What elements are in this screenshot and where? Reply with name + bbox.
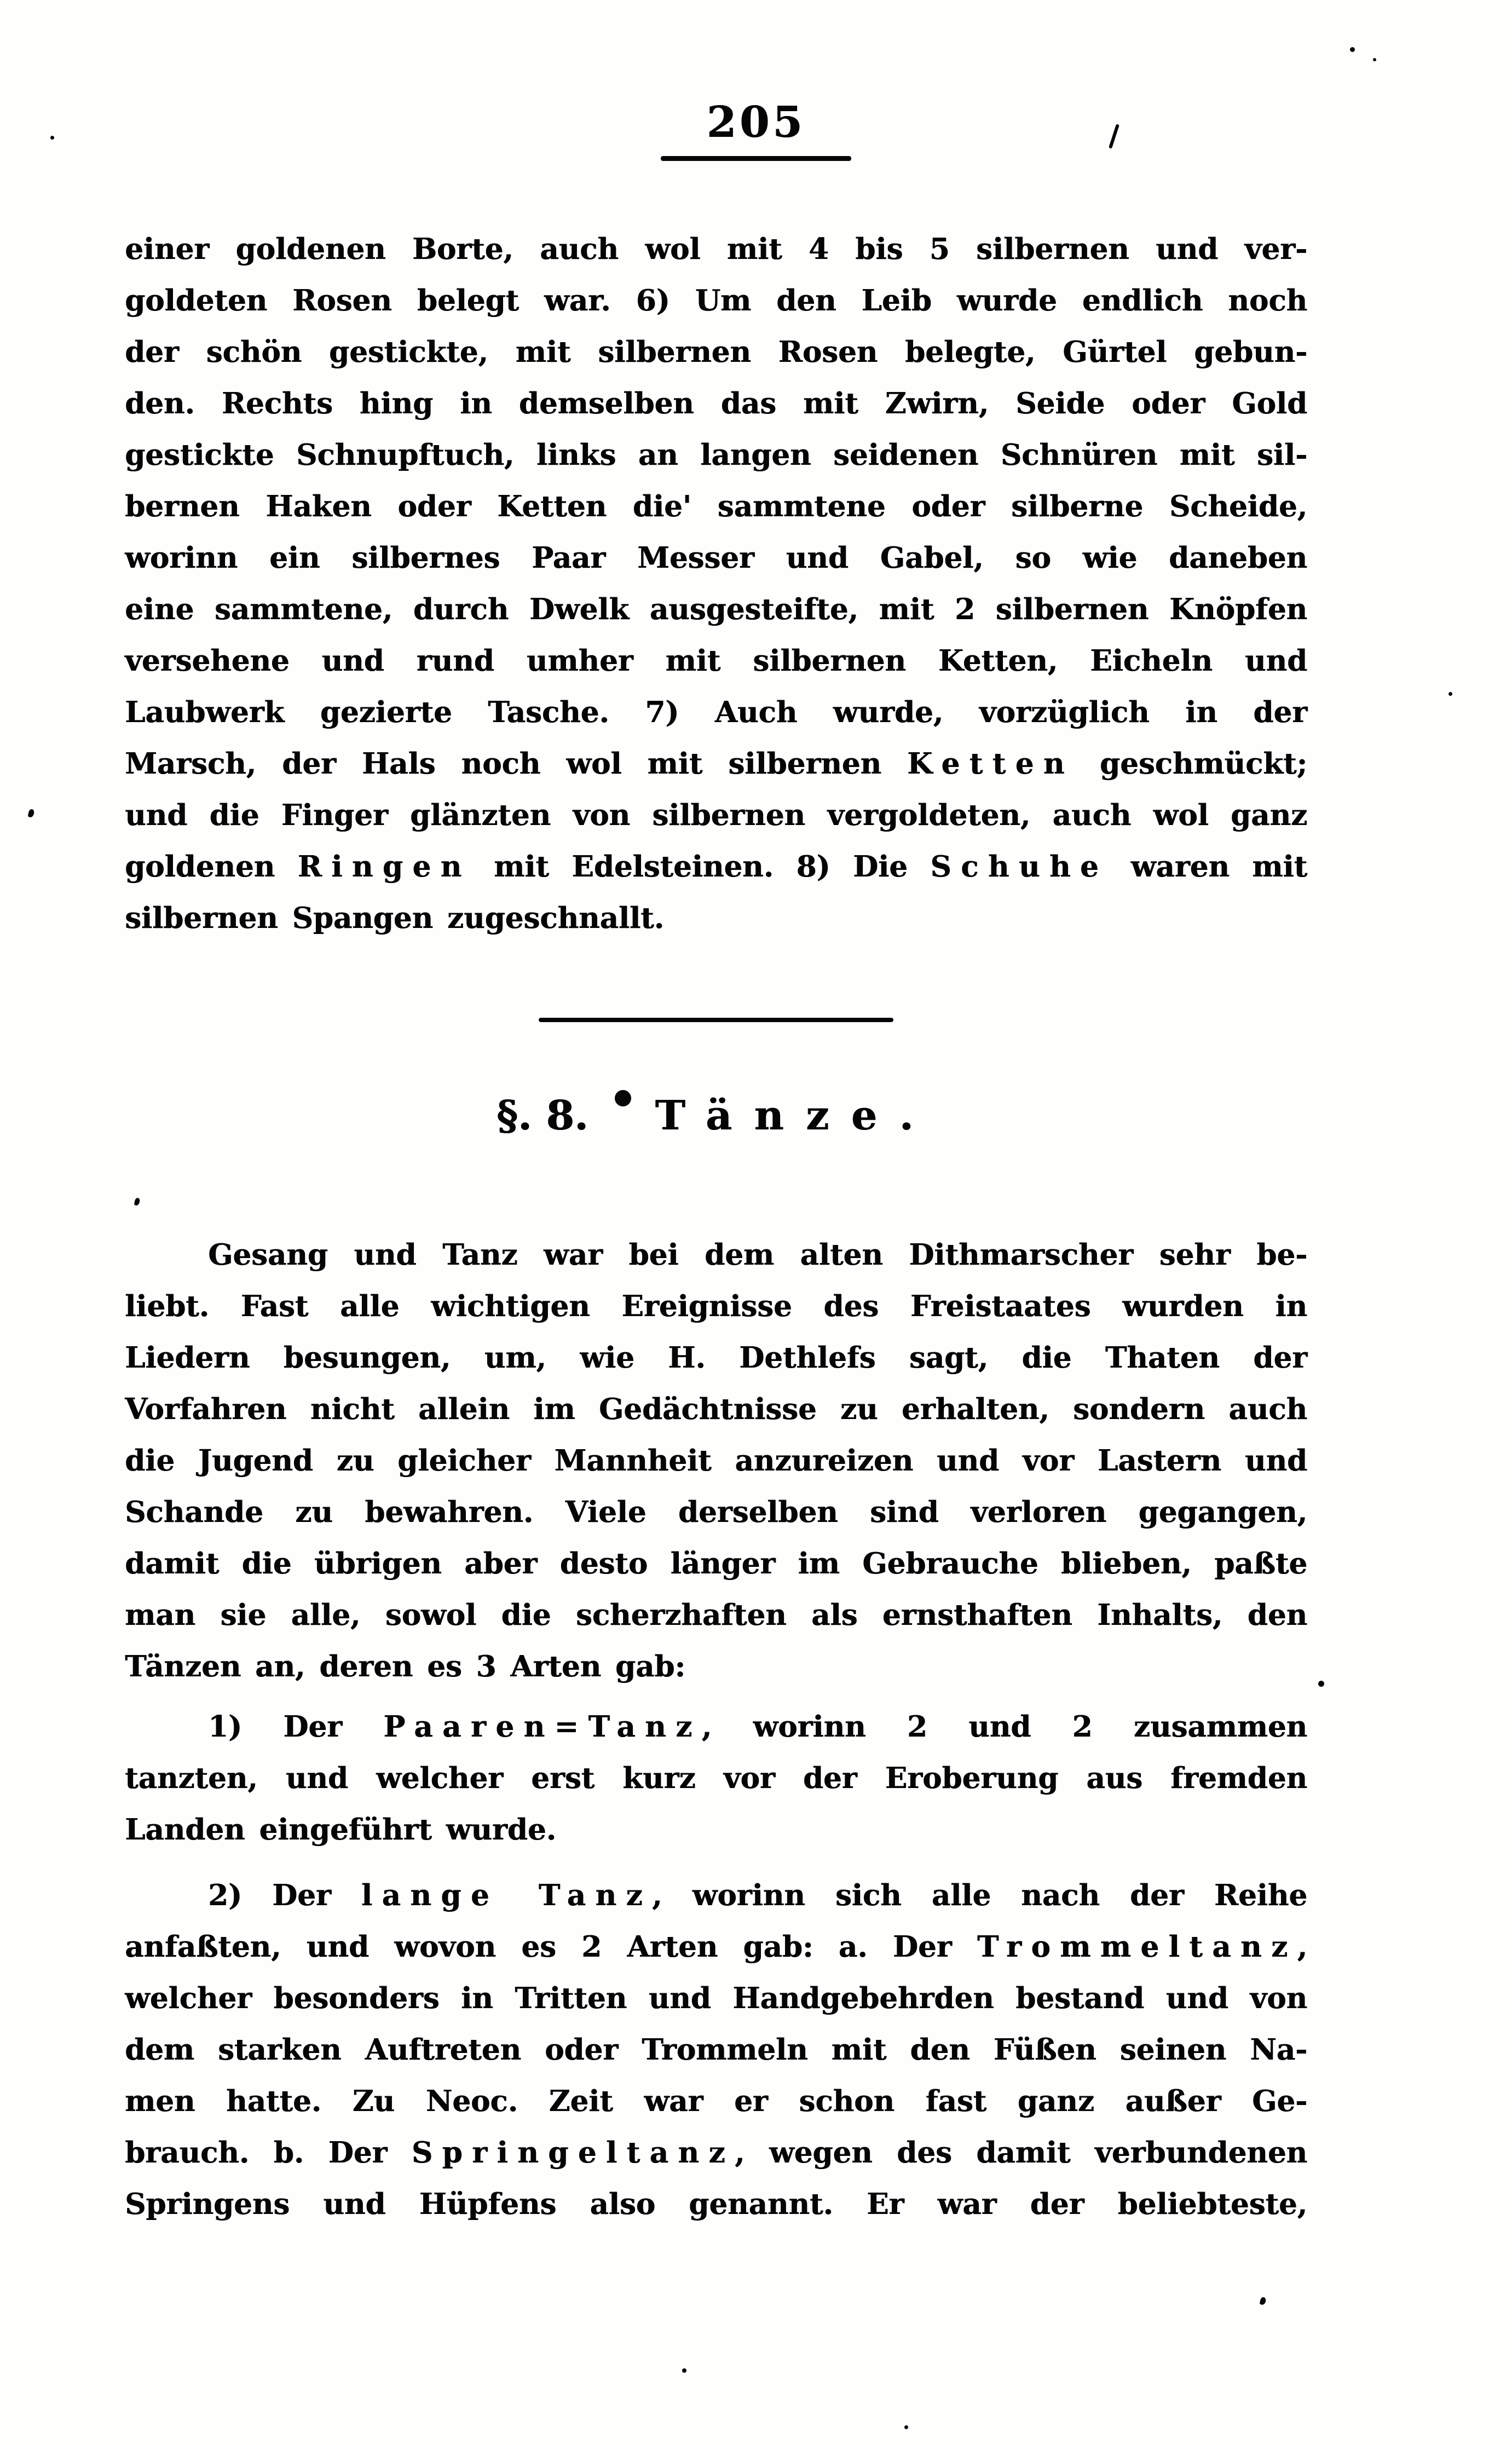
text-line — [125, 738, 1307, 789]
text-line — [125, 1921, 1307, 1973]
letterspaced-text: Ketten — [907, 747, 1074, 781]
text-segment: men hatte. Zu Neoc. Zeit war er schon fast ganz außer Ge- — [125, 2084, 1307, 2118]
text-line — [125, 2178, 1307, 2230]
text-segment: anfaßten, und wovon es 2 Arten gab: a. Der — [125, 1930, 977, 1964]
text-line — [125, 1701, 1307, 1752]
text-segment: den. Rechts hing in demselben das mit Zwirn, Seide oder Gold — [125, 387, 1307, 420]
paragraph-1 — [125, 223, 1307, 944]
ink-blot — [615, 1090, 631, 1106]
page-header — [0, 97, 1512, 161]
text-segment: Marsch, der Hals noch wol mit silbernen — [125, 747, 908, 781]
letterspaced-text: Ringen — [297, 850, 471, 884]
section-number: §. 8. — [497, 1092, 588, 1139]
text-segment: liebt. Fast alle wichtigen Ereignisse des Freistaates wurden in — [125, 1289, 1307, 1323]
text-line — [125, 1870, 1307, 1921]
text-segment: waren mit — [1108, 850, 1307, 884]
text-segment: einer goldenen Borte, auch wol mit 4 bis 5 silbernen und ver- — [125, 232, 1307, 266]
text-segment: Tänzen an, deren es 3 Arten gab: — [125, 1650, 685, 1683]
text-segment: Springens und Hüpfens also genannt. Er war der beliebteste, — [125, 2187, 1307, 2221]
text-segment: 2) Der — [208, 1878, 361, 1912]
text-segment: versehene und rund umher mit silbernen Ketten, Eicheln und — [125, 644, 1307, 678]
text-line — [125, 481, 1307, 532]
text-segment: Vorfahren nicht allein im Gedächtnisse zu erhalten, sondern auch — [125, 1392, 1307, 1426]
text-segment: Landen eingeführt wurde. — [125, 1813, 556, 1847]
text-segment: brauch. b. Der — [125, 2136, 412, 2170]
text-line — [125, 223, 1307, 275]
text-line — [125, 429, 1307, 481]
text-segment: , wegen des damit verbundenen — [734, 2136, 1307, 2170]
text-line — [125, 1332, 1307, 1383]
text-segment: bernen Haken oder Ketten die' sammtene oder silberne Scheide, — [125, 489, 1307, 523]
letterspaced-text: Paaren=Tanz — [383, 1710, 702, 1744]
text-line — [125, 1589, 1307, 1641]
scan-speck — [682, 2368, 686, 2373]
text-line — [125, 1641, 1307, 1692]
text-segment: Schande zu bewahren. Viele derselben sind verloren gegangen, — [125, 1495, 1307, 1529]
paragraph-2 — [125, 1229, 1307, 1692]
letterspaced-text: Springeltanz — [411, 2136, 735, 2170]
page-number-rule — [661, 156, 851, 161]
text-segment: geschmückt; — [1074, 747, 1308, 781]
text-line — [125, 275, 1307, 326]
text-line — [125, 1538, 1307, 1589]
text-line — [125, 892, 1307, 944]
text-segment: welcher besonders in Tritten und Handgebehrden bestand und von — [125, 1981, 1307, 2015]
section-divider-rule — [539, 1018, 893, 1022]
text-segment: mit Edelsteinen. 8) Die — [471, 850, 931, 884]
text-segment: worinn ein silbernes Paar Messer und Gabel, so wie daneben — [125, 541, 1307, 575]
text-line — [125, 2024, 1307, 2075]
text-line — [125, 2127, 1307, 2178]
text-line — [125, 1383, 1307, 1435]
paragraph-3 — [125, 1701, 1307, 1855]
text-segment: dem starken Auftreten oder Trommeln mit den Füßen seinen Na- — [125, 2033, 1307, 2067]
text-segment: , worinn sich alle nach der Reihe — [652, 1878, 1307, 1912]
text-line — [125, 1486, 1307, 1538]
text-segment: Liedern besungen, um, wie H. Dethlefs sagt, die Thaten der — [125, 1341, 1307, 1375]
scan-speck — [1318, 1681, 1324, 1687]
text-segment: tanzten, und welcher erst kurz vor der Eroberung aus fremden — [125, 1761, 1307, 1795]
text-segment: der schön gestickte, mit silbernen Rosen belegte, Gürtel gebun- — [125, 335, 1307, 369]
section-heading — [125, 1083, 1307, 1148]
text-segment: man sie alle, sowol die scherzhaften als ernsthaften Inhalts, den — [125, 1598, 1307, 1632]
scan-speck — [904, 2425, 908, 2429]
text-line — [125, 1281, 1307, 1332]
letterspaced-text: Trommeltanz — [977, 1930, 1297, 1964]
text-line — [125, 1973, 1307, 2024]
text-segment: goldenen — [125, 850, 298, 884]
letterspaced-text: lange Tanz — [361, 1878, 652, 1912]
scan-speck — [50, 136, 54, 140]
text-line — [125, 326, 1307, 378]
scan-speck — [28, 809, 35, 818]
text-line — [125, 687, 1307, 738]
text-segment: die Jugend zu gleicher Mannheit anzureizen und vor Lastern und — [125, 1444, 1307, 1478]
text-line — [125, 1229, 1307, 1281]
text-line — [125, 1752, 1307, 1804]
section-title: Tänze. — [655, 1092, 936, 1139]
text-line — [125, 1435, 1307, 1486]
text-line — [125, 1804, 1307, 1855]
scan-speck — [1350, 47, 1355, 52]
text-line — [125, 378, 1307, 429]
paragraph-4 — [125, 1870, 1307, 2230]
text-segment: und die Finger glänzten von silbernen vergoldeten, auch wol ganz — [125, 798, 1307, 832]
text-line — [125, 584, 1307, 635]
text-line — [125, 532, 1307, 584]
text-segment: , — [1297, 1930, 1307, 1964]
text-line — [125, 2075, 1307, 2127]
text-block — [125, 223, 1307, 2230]
text-line — [125, 789, 1307, 841]
text-segment: 1) Der — [208, 1710, 384, 1744]
text-segment: silbernen Spangen zugeschnallt. — [125, 901, 664, 935]
scan-speck — [1448, 692, 1452, 696]
text-segment: gestickte Schnupftuch, links an langen seidenen Schnüren mit sil- — [125, 438, 1307, 472]
text-line — [125, 635, 1307, 687]
text-line — [125, 841, 1307, 892]
letterspaced-text: Schuhe — [930, 850, 1109, 884]
text-segment: , worinn 2 und 2 zusammen — [701, 1710, 1307, 1744]
scan-speck — [1260, 2297, 1267, 2305]
scan-speck — [1373, 58, 1376, 61]
page-number: 205 — [706, 97, 806, 147]
text-segment: Laubwerk gezierte Tasche. 7) Auch wurde, vorzüglich in der — [125, 695, 1307, 729]
text-segment: Gesang und Tanz war bei dem alten Dithmarscher sehr be- — [208, 1238, 1307, 1272]
text-segment: damit die übrigen aber desto länger im Gebrauche blieben, paßte — [125, 1547, 1307, 1581]
text-segment: eine sammtene, durch Dwelk ausgesteifte, mit 2 silbernen Knöpfen — [125, 592, 1307, 626]
text-segment: goldeten Rosen belegt war. 6) Um den Leib wurde endlich noch — [125, 284, 1307, 318]
